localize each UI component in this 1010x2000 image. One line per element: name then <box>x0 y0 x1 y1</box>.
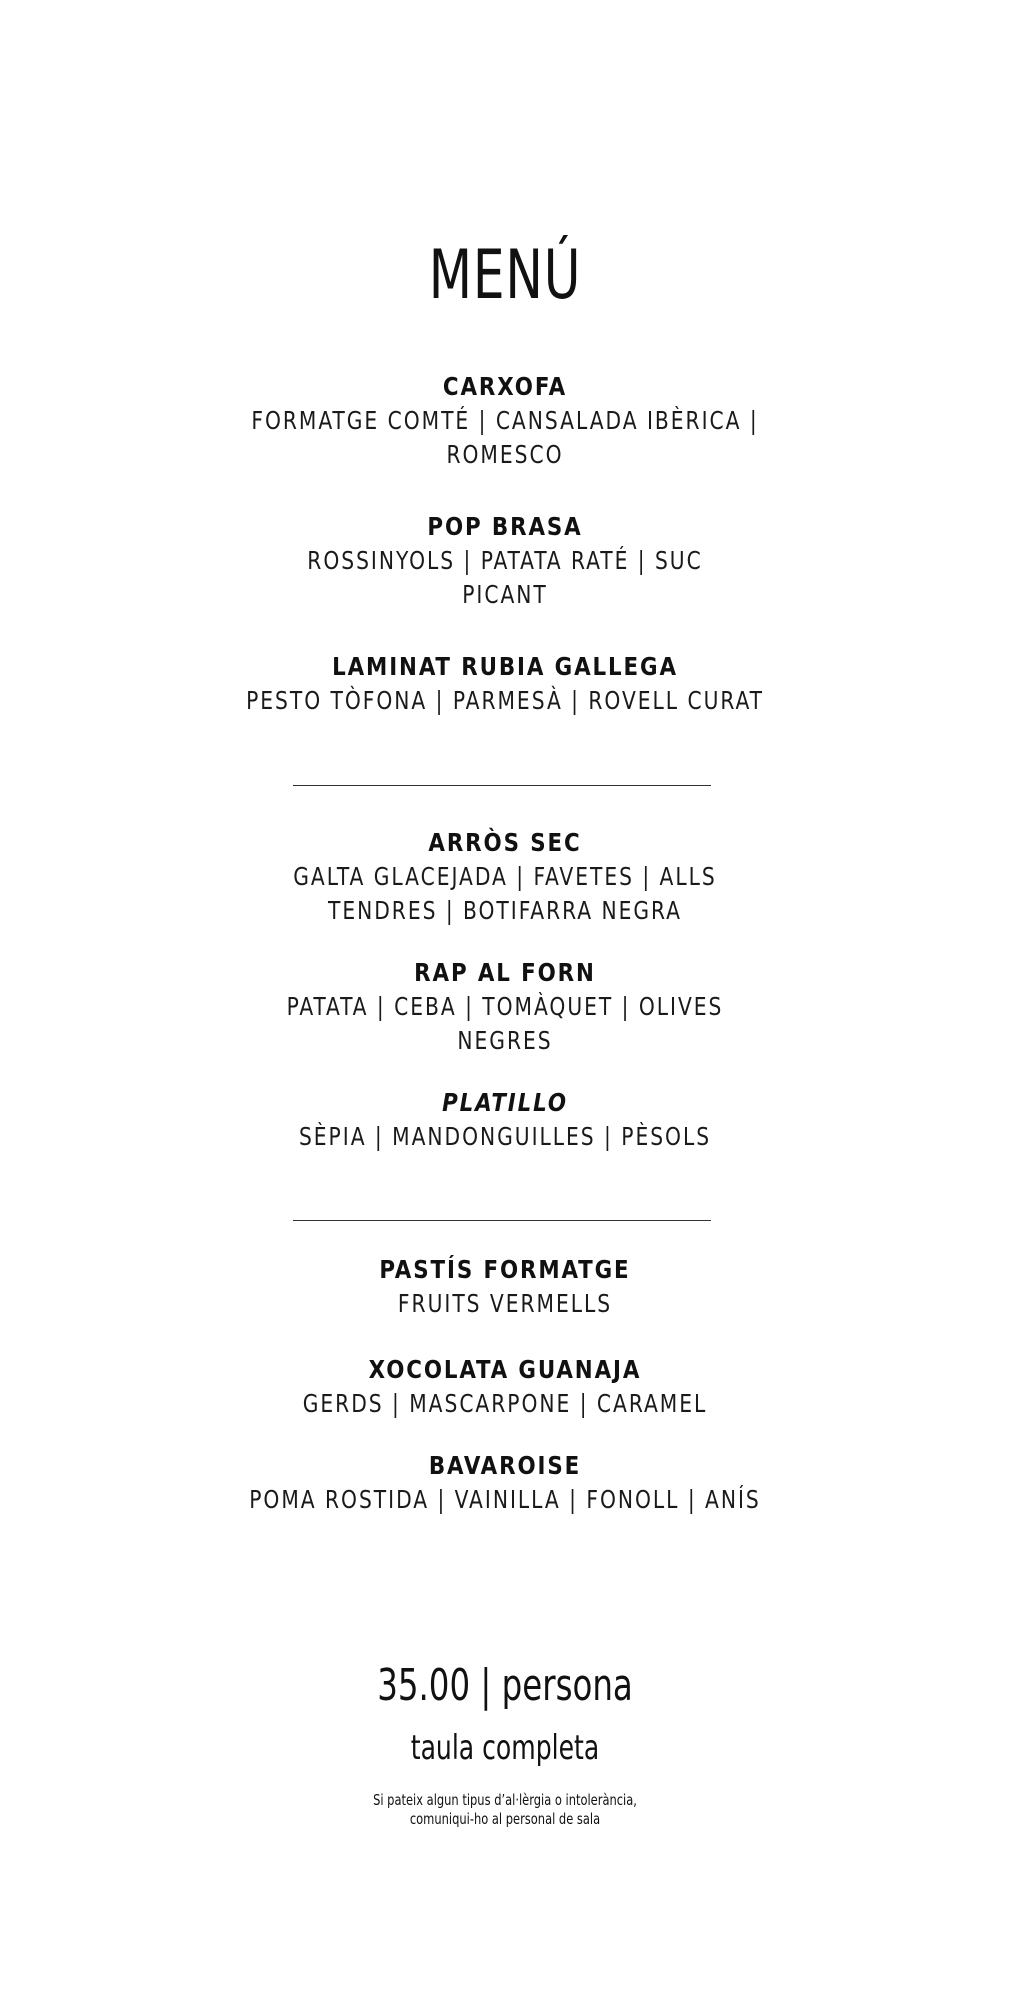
dish-description: POMA ROSTIDA | VAINILLA | FONOLL | ANÍS <box>249 1485 761 1514</box>
dish-name: PASTÍS FORMATGE <box>379 1255 631 1284</box>
dish-description: FRUITS VERMELLS <box>397 1289 613 1318</box>
dish-description: GALTA GLACEJADA | FAVETES | ALLS <box>293 862 717 891</box>
price-note: taula completa <box>410 1728 600 1768</box>
dish-description: PICANT <box>462 580 548 609</box>
dish-name: PLATILLO <box>442 1088 568 1117</box>
dish-description: FORMATGE COMTÉ | CANSALADA IBÈRICA | <box>251 406 759 435</box>
section-divider <box>293 1220 711 1221</box>
dish-name: XOCOLATA GUANAJA <box>368 1355 642 1384</box>
dish-description: PATATA | CEBA | TOMÀQUET | OLIVES <box>286 992 724 1021</box>
price: 35.00 | persona <box>377 1660 633 1711</box>
dish-description: PESTO TÒFONA | PARMESÀ | ROVELL CURAT <box>246 686 764 715</box>
allergy-notice: comuniqui-ho al personal de sala <box>409 1810 601 1828</box>
dish-description: ROMESCO <box>446 440 564 469</box>
dish-description: GERDS | MASCARPONE | CARAMEL <box>302 1389 708 1418</box>
dish-name: ARRÒS SEC <box>428 828 582 857</box>
dish-description: ROSSINYOLS | PATATA RATÉ | SUC <box>307 546 703 575</box>
section-divider <box>293 785 711 786</box>
allergy-notice: Si pateix algun tipus d’al·lèrgia o intolerància, <box>373 1791 637 1809</box>
dish-name: RAP AL FORN <box>414 958 596 987</box>
dish-description: TENDRES | BOTIFARRA NEGRA <box>327 896 683 925</box>
dish-name: POP BRASA <box>427 512 583 541</box>
menu-title: MENÚ <box>428 236 582 315</box>
dish-description: SÈPIA | MANDONGUILLES | PÈSOLS <box>298 1122 712 1151</box>
dish-name: BAVAROISE <box>428 1451 582 1480</box>
dish-description: NEGRES <box>457 1026 553 1055</box>
dish-name: CARXOFA <box>442 372 568 401</box>
dish-name: LAMINAT RUBIA GALLEGA <box>332 652 678 681</box>
